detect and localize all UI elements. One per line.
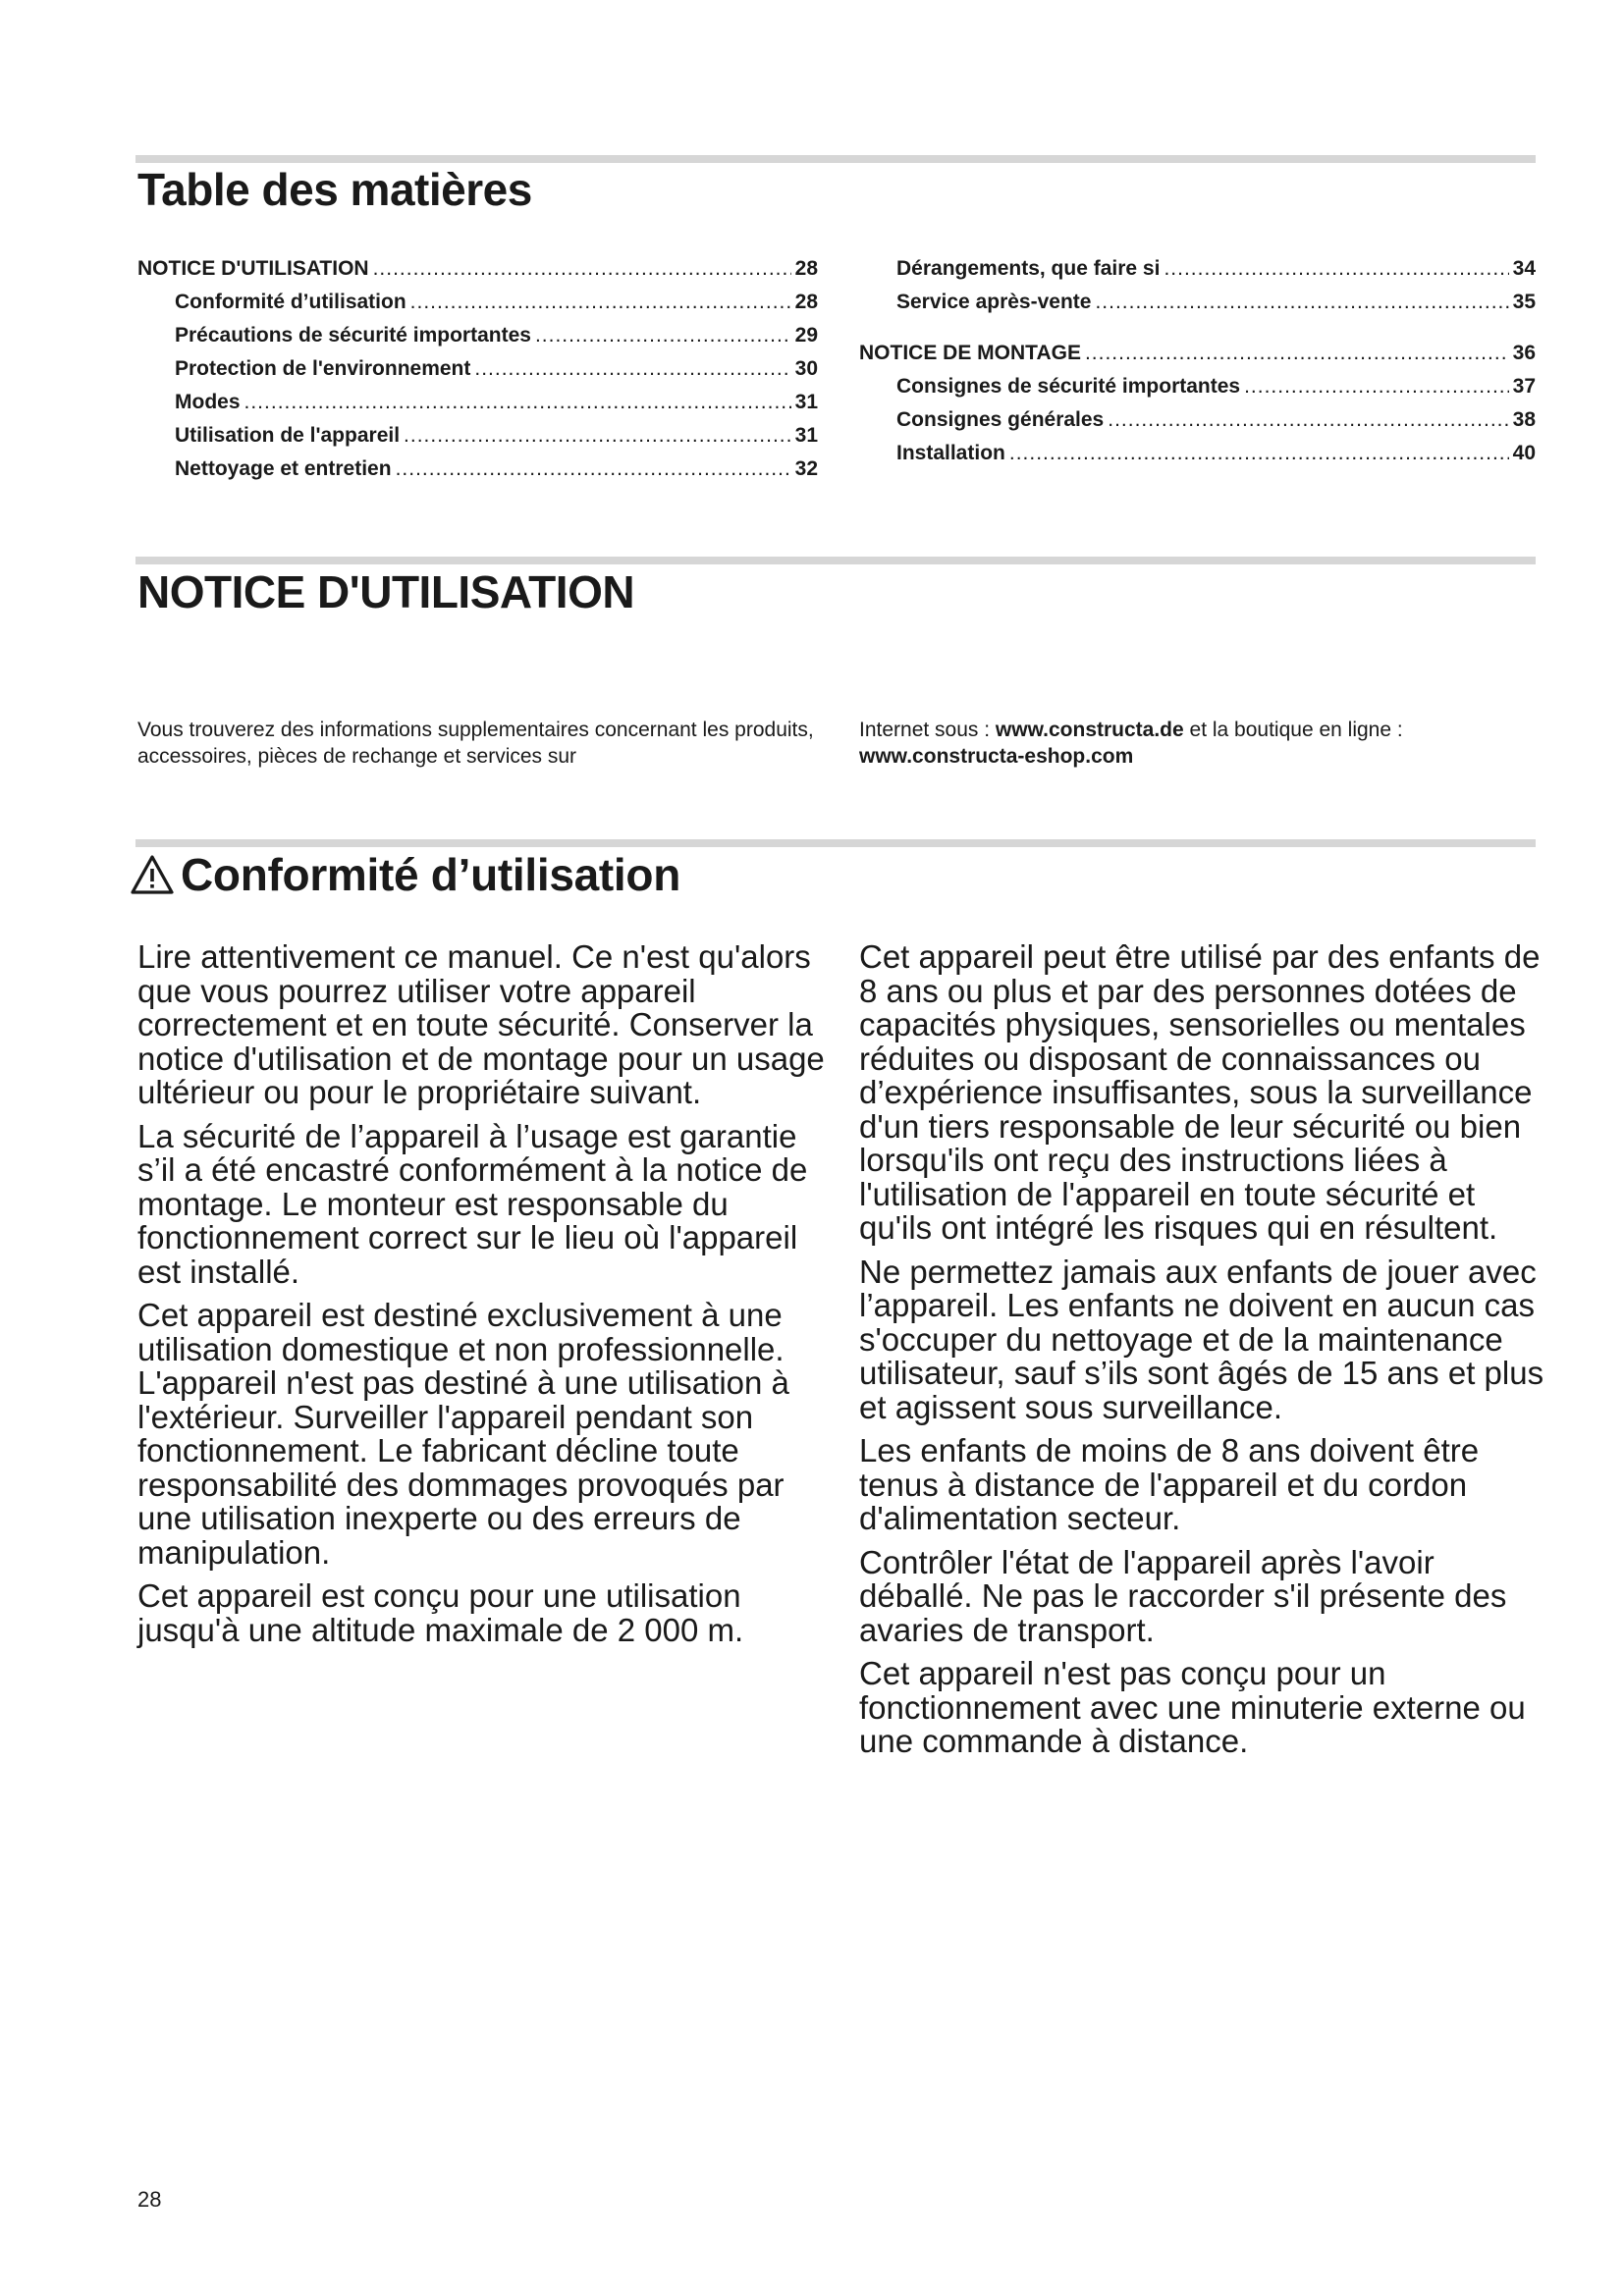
paragraph: Lire attentivement ce manuel. Ce n'est qu'alors que vous pourrez utiliser votre appareil correctement et en toute sécurité. Conserver la notice d'utilisation et de montage pour un usage ultérieur ou pour le propriétaire suivant. (137, 938, 825, 1110)
divider-toc (135, 155, 1536, 163)
paragraph: Ne permettez jamais aux enfants de jouer avec l’appareil. Les enfants ne doivent en aucun cas s'occuper du nettoyage et de la maintenance utilisateur, sauf s’ils sont âgés de 15 ans et plus et agissent sous surveillance. (859, 1253, 1544, 1425)
toc-item[interactable]: Service après-vente ..... 35 (896, 291, 1536, 324)
paragraph: Les enfants de moins de 8 ans doivent être tenus à distance de l'appareil et du cordon d'alimentation secteur. (859, 1432, 1480, 1536)
paragraph: Cet appareil peut être utilisé par des enfants de 8 ans ou plus et par des personnes dotées de capacités physiques, sensorielles ou mentales réduites ou disposant de connaissances ou d’expérience insuffisantes, sous la surveillance d'un tiers responsable de leur sécurité ou bien lorsqu'ils ont reçu des instructions liées à l'utilisation de l'appareil en toute sécurité et qu'ils ont intégré les risques qui en résultent. (859, 938, 1541, 1246)
conformite-right-column (859, 940, 1546, 1769)
paragraph: Cet appareil est conçu pour une utilisation jusqu'à une altitude maximale de 2 000 m. (137, 1577, 744, 1648)
intro-text-continued: Internet sous : www.constructa.de et la boutique en ligne : www.constructa-eshop.com (859, 719, 1403, 768)
toc-item[interactable]: Dérangements, que faire si ..... 34 (896, 257, 1536, 291)
intro-text: Vous trouverez des informations supplementaires concernant les produits, accessoires, pièces de rechange et services sur (137, 719, 814, 768)
paragraph: Cet appareil est destiné exclusivement à une utilisation domestique et non professionnelle. L'appareil n'est pas destiné à une utilisation à l'extérieur. Surveiller l'appareil pendant son fonctionnement. Le fabricant décline toute responsabilité des dommages provoqués par une utilisation inexperte ou des erreurs de manipulation. (137, 1297, 789, 1571)
website-link[interactable]: www.constructa.de (995, 719, 1184, 741)
divider-notice (135, 557, 1536, 564)
conformite-left-column (137, 940, 825, 1657)
toc-right-column (859, 257, 1536, 475)
toc-item[interactable]: Consignes de sécurité importantes ..... 37 (896, 375, 1536, 408)
section-title-conformite: Conformité d’utilisation (130, 848, 680, 901)
toc-item[interactable]: Modes ..... 31 (137, 391, 818, 424)
eshop-link[interactable]: www.constructa-eshop.com (859, 745, 1134, 768)
warning-triangle-icon (130, 854, 175, 895)
paragraph: Contrôler l'état de l'appareil après l'avoir déballé. Ne pas le raccorder s'il présente des avaries de transport. (859, 1543, 1507, 1648)
toc-title: Table des matières (137, 164, 532, 215)
toc-item[interactable]: Précautions de sécurité importantes ..... 29 (137, 324, 818, 357)
toc-item[interactable]: NOTICE D'UTILISATION ..... 28 (137, 257, 818, 291)
paragraph: La sécurité de l’appareil à l’usage est garantie s’il a été encastré conformément à la notice de montage. Le monteur est responsable du fonctionnement correct sur le lieu où l'appareil est installé. (137, 1117, 808, 1290)
toc-item[interactable]: Nettoyage et entretien ..... 32 (137, 457, 818, 491)
toc-item[interactable]: Consignes générales ..... 38 (896, 408, 1536, 442)
paragraph: Cet appareil n'est pas conçu pour un fonctionnement avec une minuterie externe ou une commande à distance. (859, 1655, 1526, 1759)
toc-item[interactable]: Protection de l'environnement ..... 30 (137, 357, 818, 391)
toc-item[interactable]: Installation ..... 40 (896, 442, 1536, 475)
toc-item[interactable]: NOTICE DE MONTAGE ..... 36 (859, 342, 1536, 375)
divider-conformite (135, 839, 1536, 847)
toc-item[interactable]: Utilisation de l'appareil ..... 31 (137, 424, 818, 457)
toc-left-column (137, 257, 818, 491)
page-number: 28 (137, 2187, 162, 2212)
section-title-notice: NOTICE D'UTILISATION (137, 566, 635, 617)
toc-item[interactable]: Conformité d’utilisation ..... 28 (137, 291, 818, 324)
